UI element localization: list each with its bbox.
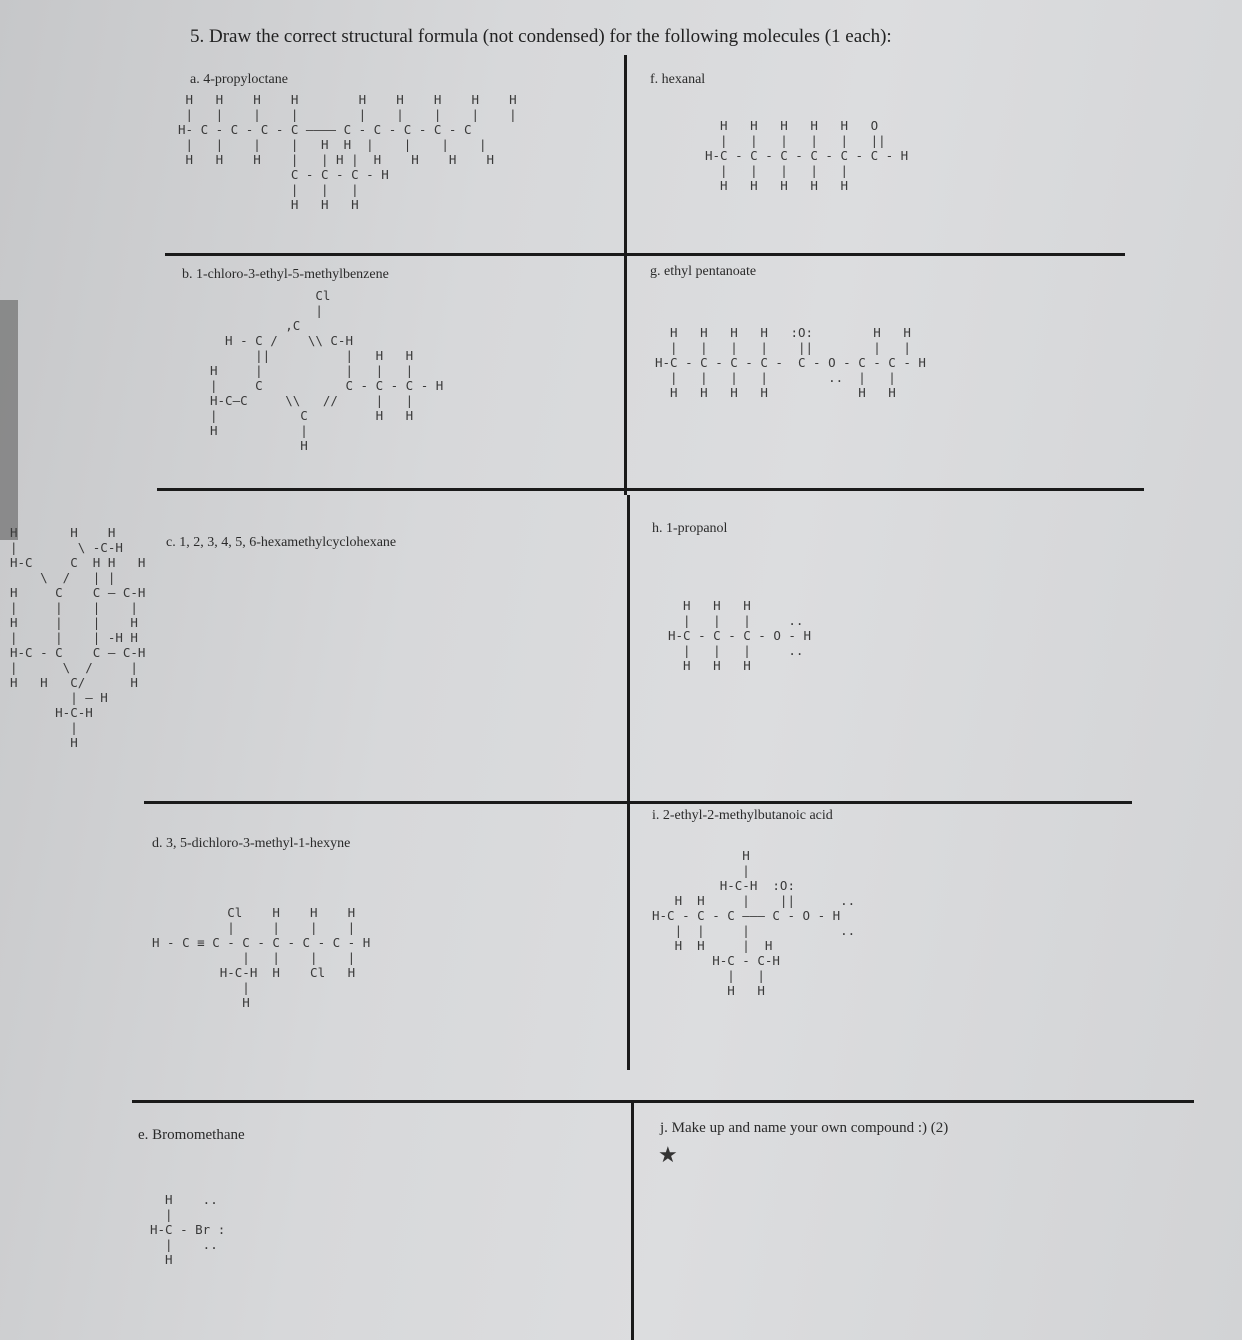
horizontal-divider-3 — [144, 801, 1132, 804]
structure-d: Cl H H H | | | | H - C ≡ C - C - C - C - C - H | | | | H-C-H H Cl H | H — [152, 905, 371, 1010]
horizontal-divider-1 — [165, 253, 1125, 256]
vertical-divider-middle — [627, 495, 630, 1070]
label-a: a. 4-propyloctane — [190, 72, 288, 87]
vertical-divider-top — [624, 55, 627, 495]
label-d: d. 3, 5-dichloro-3-methyl-1-hexyne — [152, 836, 351, 851]
structure-f: H H H H H O | | | | | || H-C - C - C - C - C - C - H | | | | | H H H H H — [705, 118, 909, 193]
label-f: f. hexanal — [650, 72, 706, 87]
vertical-divider-bottom — [631, 1102, 634, 1340]
label-c: c. 1, 2, 3, 4, 5, 6-hexamethylcyclohexane — [166, 535, 397, 550]
label-j: j. Make up and name your own compound :) (2) — [660, 1120, 949, 1136]
structure-h: H H H | | | .. H-C - C - C - O - H | | | .. H H H — [668, 598, 811, 673]
question-title: 5. Draw the correct structural formula (not condensed) for the following molecules (1 each): — [190, 26, 892, 47]
structure-a: H H H H H H H H H | | | | | | | | | H- C - C - C - C ———— C - C - C - C - C | | | | H H | | | | H H H | | H | H H H H C - C - C - H | | | H H H — [178, 92, 517, 212]
star-mark: ★ — [658, 1142, 678, 1167]
structure-c: H H H | \ -C-H H-C C H H H \ / | | H C C — C-H | | | | H | | H | | | -H H H-C - C C — C-H | \ / | H H C/ H | — H H-C-H | H — [10, 525, 146, 750]
structure-g: H H H H :O: H H | | | | || | | H-C - C - C - C - C - O - C - C - H | | | | .. | | H H H H H H — [655, 325, 926, 400]
label-e: e. Bromomethane — [138, 1127, 245, 1143]
structure-b: Cl | ,C H - C / \\ C-H || | H H H | | | | | C C - C - C - H H-C—C \\ // | | | C H H H | H — [210, 288, 444, 453]
structure-i: H | H-C-H :O: H H | || .. H-C - C - C ——— C - O - H | | | .. H H | H H-C - C-H | | H H — [652, 848, 856, 998]
horizontal-divider-4 — [132, 1100, 1194, 1103]
label-g: g. ethyl pentanoate — [650, 264, 757, 279]
page-edge-shadow — [0, 300, 18, 540]
label-i: i. 2-ethyl-2-methylbutanoic acid — [652, 808, 833, 823]
label-h: h. 1-propanol — [652, 521, 728, 536]
horizontal-divider-2 — [157, 488, 1144, 491]
label-b: b. 1-chloro-3-ethyl-5-methylbenzene — [182, 267, 389, 282]
structure-e: H .. | H-C - Br : | .. H — [150, 1192, 226, 1267]
